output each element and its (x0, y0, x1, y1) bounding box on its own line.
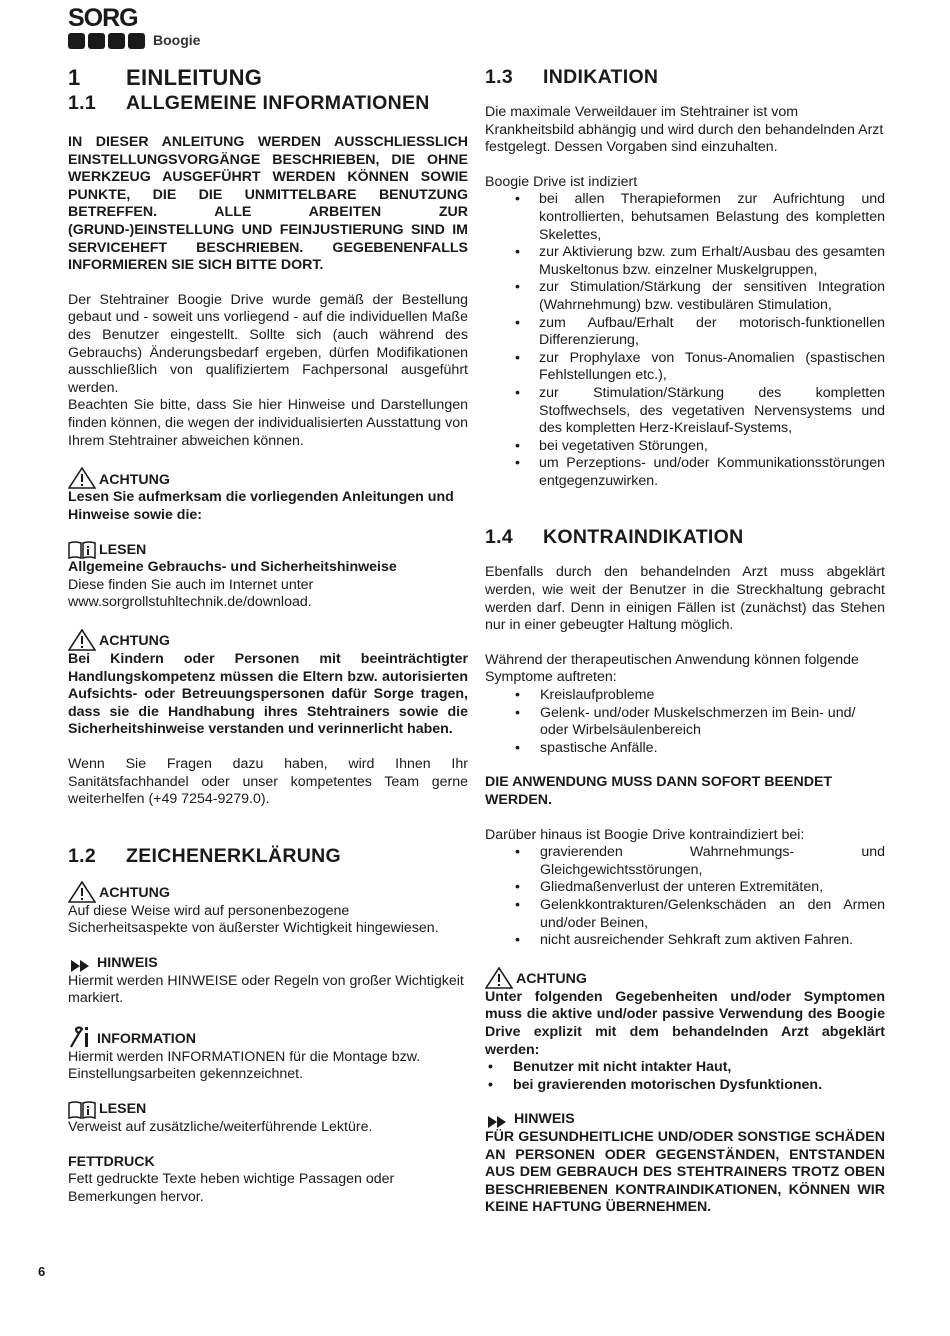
legend-hinweis-text: Hiermit werden HINWEISE oder Regeln von großer Wichtigkeit markiert. (68, 972, 464, 1007)
indikation-list (485, 191, 885, 490)
contact-paragraph: Wenn Sie Fragen dazu haben, wird Ihnen Ihr Sanitätsfachhandel oder unser kompetentes Team gerne weiterhelfen (+49 7254-9279.0). (68, 756, 468, 808)
lesen-title-1: Allgemeine Gebrauchs- und Sicherheitshinweise (68, 559, 397, 576)
warning-icon (68, 467, 96, 489)
list-item: • bei vegetativen Störungen, (485, 438, 885, 456)
fast-forward-icon (68, 959, 94, 973)
achtung-label-1: ACHTUNG (68, 467, 468, 489)
tool-info-icon (68, 1025, 94, 1049)
chapter-title: 1 EINLEITUNG (68, 65, 263, 90)
page-number: 6 (38, 1264, 46, 1279)
fast-forward-icon (485, 1115, 511, 1129)
list-item: • zum Aufbau/Erhalt der motorisch-funktionellen Differenzierung, (485, 315, 885, 350)
list-item: • Kreislaufprobleme (485, 687, 885, 705)
section-1-4-title: 1.4 KONTRAINDIKATION (485, 526, 744, 549)
legend-fett-label: FETTDRUCK (68, 1153, 155, 1170)
brand-wordmark: SORG (68, 4, 138, 32)
legend-achtung-label: ACHTUNG (68, 881, 468, 903)
intro-paragraph-2: Beachten Sie bitte, dass Sie hier Hinweise und Darstellungen finden können, die wegen der individualisierten Ausstattung von Ihrem Stehtrainer abweichen können. (68, 397, 468, 449)
indikation-intro: Boogie Drive ist indiziert (485, 173, 638, 190)
list-item: • bei allen Therapieformen zur Aufrichtung und kontrollierten, behutsamen Belastung des kompletten Skelettes, (485, 191, 885, 244)
lesen-label-1: LESEN (68, 541, 468, 559)
hinweis-label-right: HINWEIS (485, 1111, 885, 1129)
book-icon (68, 1101, 96, 1119)
symptom-list (485, 687, 885, 757)
list-item: • Benutzer mit nicht intakter Haut, (485, 1059, 885, 1077)
section-1-2-title: 1.2 ZEICHENERKLÄRUNG (68, 844, 341, 867)
list-item: • spastische Anfälle. (485, 740, 885, 758)
list-item: • gravierenden Wahrnehmungs- und Gleichgewichtsstörungen, (485, 844, 885, 879)
achtung-text-right: Unter folgenden Gegebenheiten und/oder Symptomen muss die aktive und/oder passive Verwendung des Boogie Drive explizit mit dem behandelnden Arzt abgeklärt werden: (485, 988, 885, 1058)
right-column (485, 66, 885, 1217)
list-item: • Gliedmaßenverlust der unteren Extremitäten, (485, 879, 885, 897)
left-column (68, 66, 468, 1206)
kontra-paragraph-1: Ebenfalls durch den behandelnden Arzt muss abgeklärt werden, wie weit der Benutzer in die Streckhaltung gebracht werden darf. Denn in einigen Fällen ist (zunächst) das Stehen nur in einer gebeugter Haltung möglich. (485, 564, 885, 634)
legend-lesen-text: Verweist auf zusätzliche/weiterführende Lektüre. (68, 1118, 373, 1135)
kontra-paragraph-2: Während der therapeutischen Anwendung können folgende Symptome auftreten: (485, 651, 859, 686)
legend-info-text: Hiermit werden INFORMATIONEN für die Montage bzw. Einstellungsarbeiten gekennzeichnet. (68, 1048, 421, 1083)
product-name: Boogie (153, 32, 201, 48)
warning-icon (68, 629, 96, 651)
hinweis-text-right: FÜR GESUNDHEITLICHE UND/ODER SONSTIGE SCHÄDEN AN PERSONEN ODER GEGENSTÄNDEN, ENTSTANDEN AUS DEM GEBRAUCH DES STEHTRAINERS TROTZ OBEN BESCHRIEBENEN KONTRAINDIKATIONEN, KÖNNEN WIR KEINE HAFTUNG ÜBERNEHMEN. (485, 1128, 885, 1216)
section-1-1-title: 1.1 ALLGEMEINE INFORMATIONEN (68, 92, 430, 114)
book-icon (68, 541, 96, 559)
achtung-label-2: ACHTUNG (68, 629, 468, 651)
list-item: • bei gravierenden motorischen Dysfunktionen. (485, 1077, 885, 1095)
legend-fett-text: Fett gedruckte Texte heben wichtige Passagen oder Bemerkungen hervor. (68, 1171, 395, 1205)
legend-info-label: INFORMATION (68, 1025, 468, 1049)
list-item: • zur Stimulation/Stärkung der sensitiven Integration (Wahrnehmung) bzw. vestibulären Stimulation, (485, 279, 885, 314)
lesen-text-1: Diese finden Sie auch im Internet unter www.sorgrollstuhltechnik.de/download. (68, 576, 314, 611)
list-item: • Gelenk- und/oder Muskelschmerzen im Bein- und/ oder Wirbelsäulenbereich (485, 705, 885, 740)
legend-hinweis-label: HINWEIS (68, 955, 468, 973)
legend-lesen-label: LESEN (68, 1101, 468, 1119)
logo-blocks (68, 33, 145, 49)
contra-list (485, 844, 885, 950)
stop-notice: DIE ANWENDUNG MUSS DANN SOFORT BEENDET WERDEN. (485, 774, 833, 808)
section-1-3-title: 1.3 INDIKATION (485, 66, 659, 88)
indikation-paragraph: Die maximale Verweildauer im Stehtrainer ist vom Krankheitsbild abhängig und wird durch den behandelnden Arzt festgelegt. Dessen Vorgaben sind einzuhalten. (485, 104, 884, 156)
legend-achtung-text: Auf diese Weise wird auf personenbezogene Sicherheitsaspekte von äußerster Wichtigkeit hingewiesen. (68, 902, 439, 937)
intro-paragraph-1: Der Stehtrainer Boogie Drive wurde gemäß der Bestellung gebaut und - soweit uns vorliegend - auf die individuellen Maße des Benutzer eingestellt. Sollte sich (auch während des Gebrauchs) Änderungsbedarf ergeben, dürfen Modifikationen ausschließlich von qualifiziertem Fachpersonal ausgeführt werden. (68, 291, 468, 396)
brand-logo (68, 6, 148, 46)
achtung-text-1: Lesen Sie aufmerksam die vorliegenden Anleitungen und Hinweise sowie die: (68, 489, 454, 523)
list-item: • um Perzeptions- und/oder Kommunikationsstörungen entgegenzuwirken. (485, 455, 885, 490)
achtung-list (485, 1059, 885, 1094)
list-item: • zur Prophylaxe von Tonus-Anomalien (spastischen Fehlstellungen etc.), (485, 350, 885, 385)
warning-icon (485, 967, 513, 989)
list-item: • zur Aktivierung bzw. zum Erhalt/Ausbau des gesamten Muskeltonus bzw. einzelner Muskelgruppen, (485, 244, 885, 279)
warning-icon (68, 881, 96, 903)
list-item: • nicht ausreichender Sehkraft zum aktiven Fahren. (485, 932, 885, 950)
kontra-paragraph-3: Darüber hinaus ist Boogie Drive kontraindiziert bei: (485, 826, 805, 843)
list-item: • zur Stimulation/Stärkung des kompletten Stoffwechsels, des vegetativen Nervensystems und des kompletten Herz-Kreislauf-Systems, (485, 385, 885, 438)
list-item: • Gelenkkontrakturen/Gelenkschäden an den Armen und/oder Beinen, (485, 897, 885, 932)
achtung-text-2: Bei Kindern oder Personen mit beeinträchtigter Handlungskompetenz müssen die Eltern bzw. autorisierten Aufsichts- oder Betreuungspersonen dafür Sorge tragen, dass sie die Handhabung ihres Stehtrainers sowie die Sicherheitshinweise verstanden und verinnerlicht haben. (68, 651, 468, 738)
intro-caps-text: IN DIESER ANLEITUNG WERDEN AUSSCHLIESSLICH EINSTELLUNGSVORGÄNGE BESCHRIEBEN, DIE OHNE WERKZEUG AUSGEFÜHRT WERDEN KÖNNEN SOWIE PUNKTE, DIE DIE UNMITTELBARE BENUTZUNG BETREFFEN. ALLE ARBEITEN ZUR (GRUND-)EINSTELLUNG UND FEINJUSTIERUNG SIND IM SERVICEHEFT BESCHRIEBEN. GEGEBENENFALLS INFORMIEREN SIE SICH BITTE DORT. (68, 134, 468, 274)
achtung-label-right: ACHTUNG (485, 967, 885, 989)
